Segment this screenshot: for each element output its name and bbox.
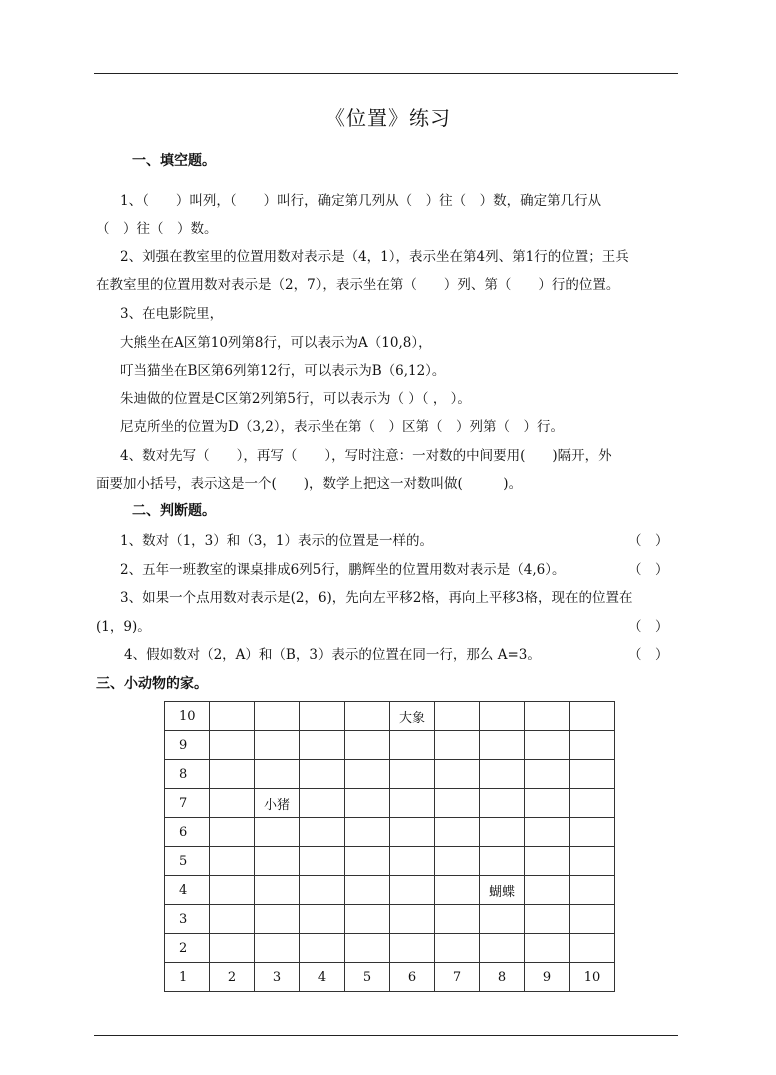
grid-cell bbox=[255, 876, 300, 905]
grid-cell bbox=[210, 731, 255, 760]
grid-row bbox=[165, 702, 615, 731]
grid-cell bbox=[525, 789, 570, 818]
grid-cell bbox=[390, 760, 435, 789]
grid-cell: 9 bbox=[525, 963, 570, 992]
grid-cell bbox=[570, 905, 615, 934]
animal-grid bbox=[164, 701, 615, 992]
section2-heading: 二、判断题。 bbox=[132, 503, 216, 519]
grid-cell bbox=[390, 818, 435, 847]
grid-cell bbox=[300, 818, 345, 847]
grid-cell: 3 bbox=[255, 963, 300, 992]
judge-q3-line2: (1，9)。 bbox=[96, 619, 151, 635]
fill-q3-doraemon: 叮当猫坐在B区第6列第12行，可以表示为B（6,12）。 bbox=[120, 363, 446, 379]
page-title: 《位置》练习 bbox=[325, 106, 451, 130]
grid-cell bbox=[345, 876, 390, 905]
grid-cell bbox=[300, 876, 345, 905]
grid-row-label: 4 bbox=[165, 876, 210, 905]
grid-cell bbox=[390, 905, 435, 934]
header-rule bbox=[94, 73, 678, 74]
grid-cell bbox=[480, 789, 525, 818]
judge-q3-line1: 3、如果一个点用数对表示是(2，6)，先向左平移2格，再向上平移3格，现在的位置在 bbox=[120, 590, 633, 606]
grid-cell bbox=[525, 847, 570, 876]
grid-cell bbox=[525, 905, 570, 934]
grid-cell: 8 bbox=[480, 963, 525, 992]
grid-cell bbox=[210, 760, 255, 789]
grid-cell bbox=[435, 905, 480, 934]
grid-cell bbox=[570, 876, 615, 905]
grid-cell bbox=[570, 818, 615, 847]
grid-cell bbox=[525, 876, 570, 905]
grid-cell bbox=[480, 760, 525, 789]
grid-cell bbox=[300, 905, 345, 934]
grid-cell bbox=[390, 789, 435, 818]
grid-cell bbox=[210, 702, 255, 731]
grid-cell bbox=[480, 934, 525, 963]
grid-row bbox=[165, 905, 615, 934]
grid-cell bbox=[480, 847, 525, 876]
grid-cell bbox=[480, 905, 525, 934]
grid-cell bbox=[300, 934, 345, 963]
grid-cell bbox=[570, 934, 615, 963]
grid-cell: 7 bbox=[435, 963, 480, 992]
grid-cell bbox=[570, 760, 615, 789]
fill-q3-nick: 尼克所坐的位置为D（3,2），表示坐在第（ ）区第（ ）列第（ ）行。 bbox=[120, 419, 565, 435]
grid-cell bbox=[390, 731, 435, 760]
grid-cell bbox=[435, 876, 480, 905]
grid-cell bbox=[300, 789, 345, 818]
fill-q4-line2: 面要加小括号，表示这是一个( )，数学上把这一对数叫做( )。 bbox=[96, 476, 523, 492]
grid-cell bbox=[525, 702, 570, 731]
grid-cell: 10 bbox=[570, 963, 615, 992]
grid-row-label: 10 bbox=[165, 702, 210, 731]
grid-cell bbox=[345, 731, 390, 760]
fill-q1-line2: （ ）往（ ）数。 bbox=[96, 221, 218, 237]
grid-cell bbox=[480, 818, 525, 847]
section3-heading: 三、小动物的家。 bbox=[96, 676, 208, 692]
grid-cell bbox=[255, 731, 300, 760]
grid-row-label: 9 bbox=[165, 731, 210, 760]
grid-cell bbox=[255, 905, 300, 934]
grid-cell bbox=[435, 789, 480, 818]
grid-cell bbox=[255, 702, 300, 731]
fill-q1-line1: 1、（ ）叫列，（ ）叫行，确定第几列从（ ）往（ ）数，确定第几行从 bbox=[120, 193, 602, 209]
grid-cell bbox=[300, 702, 345, 731]
grid-cell bbox=[210, 818, 255, 847]
grid-row bbox=[165, 847, 615, 876]
judge-q1: 1、数对（1，3）和（3，1）表示的位置是一样的。 bbox=[120, 533, 433, 549]
grid-cell bbox=[210, 789, 255, 818]
grid-cell: 5 bbox=[345, 963, 390, 992]
grid-cell bbox=[435, 760, 480, 789]
grid-cell: 2 bbox=[210, 963, 255, 992]
grid-cell bbox=[435, 934, 480, 963]
grid-cell bbox=[210, 876, 255, 905]
grid-cell bbox=[210, 905, 255, 934]
grid-cell: 大象 bbox=[390, 702, 435, 731]
grid-cell bbox=[570, 847, 615, 876]
judge-q2-bracket: （ ） bbox=[628, 562, 669, 578]
grid-cell bbox=[435, 702, 480, 731]
section1-heading: 一、填空题。 bbox=[132, 153, 216, 169]
grid-cell bbox=[300, 731, 345, 760]
grid-cell bbox=[300, 760, 345, 789]
grid-cell: 4 bbox=[300, 963, 345, 992]
grid-cell bbox=[390, 934, 435, 963]
grid-cell bbox=[570, 789, 615, 818]
grid-cell: 小猪 bbox=[255, 789, 300, 818]
grid-cell bbox=[255, 847, 300, 876]
grid-row bbox=[165, 934, 615, 963]
grid-row-label: 6 bbox=[165, 818, 210, 847]
grid-cell bbox=[525, 934, 570, 963]
grid-row-label: 2 bbox=[165, 934, 210, 963]
fill-q2-line2: 在教室里的位置用数对表示是（2，7），表示坐在第（ ）列、第（ ）行的位置。 bbox=[96, 277, 620, 293]
grid-cell bbox=[390, 876, 435, 905]
grid-row-label: 7 bbox=[165, 789, 210, 818]
grid-cell: 蝴蝶 bbox=[480, 876, 525, 905]
grid-cell bbox=[345, 789, 390, 818]
grid-cell bbox=[210, 847, 255, 876]
fill-q3-intro: 3、在电影院里， bbox=[120, 306, 224, 322]
fill-q4-line1: 4、数对先写（ ），再写（ ），写时注意：一对数的中间要用( )隔开，外 bbox=[120, 448, 612, 464]
fill-q3-bear: 大熊坐在A区第10列第8行，可以表示为A（10,8）， bbox=[120, 335, 432, 351]
fill-q3-judy: 朱迪做的位置是C区第2列第5行，可以表示为（ ）（ ， ）。 bbox=[120, 391, 471, 407]
grid-cell bbox=[210, 934, 255, 963]
grid-cell bbox=[480, 702, 525, 731]
grid-cell bbox=[255, 760, 300, 789]
judge-q1-bracket: （ ） bbox=[628, 533, 669, 549]
grid-row-label: 8 bbox=[165, 760, 210, 789]
grid-row-label: 5 bbox=[165, 847, 210, 876]
grid-row bbox=[165, 731, 615, 760]
grid-cell bbox=[345, 905, 390, 934]
judge-q2: 2、五年一班教室的课桌排成6列5行，鹏辉坐的位置用数对表示是（4,6）。 bbox=[120, 562, 566, 578]
grid-cell: 6 bbox=[390, 963, 435, 992]
judge-q4-bracket: （ ） bbox=[628, 647, 669, 663]
grid-row bbox=[165, 818, 615, 847]
grid-cell bbox=[435, 818, 480, 847]
grid-cell bbox=[345, 847, 390, 876]
grid-row-label: 1 bbox=[165, 963, 210, 992]
grid-cell bbox=[435, 731, 480, 760]
grid-cell bbox=[525, 760, 570, 789]
grid-cell bbox=[345, 702, 390, 731]
grid-row bbox=[165, 760, 615, 789]
grid-cell bbox=[345, 818, 390, 847]
grid-row bbox=[165, 963, 615, 992]
grid-cell bbox=[345, 934, 390, 963]
grid-row bbox=[165, 789, 615, 818]
grid-row-label: 3 bbox=[165, 905, 210, 934]
grid-cell bbox=[255, 934, 300, 963]
grid-cell bbox=[525, 731, 570, 760]
grid-cell bbox=[570, 702, 615, 731]
grid-cell bbox=[525, 818, 570, 847]
footer-rule bbox=[94, 1035, 678, 1036]
grid-cell bbox=[480, 731, 525, 760]
judge-q4: 4、假如数对（2，A）和（B，3）表示的位置在同一行，那么 A=3。 bbox=[124, 647, 541, 663]
judge-q3-bracket: （ ） bbox=[628, 619, 669, 635]
grid-cell bbox=[570, 731, 615, 760]
grid-cell bbox=[390, 847, 435, 876]
fill-q2-line1: 2、刘强在教室里的位置用数对表示是（4，1），表示坐在第4列、第1行的位置；王兵 bbox=[120, 249, 629, 265]
grid-row bbox=[165, 876, 615, 905]
grid-cell bbox=[435, 847, 480, 876]
grid-cell bbox=[345, 760, 390, 789]
grid-cell bbox=[255, 818, 300, 847]
grid-cell bbox=[300, 847, 345, 876]
